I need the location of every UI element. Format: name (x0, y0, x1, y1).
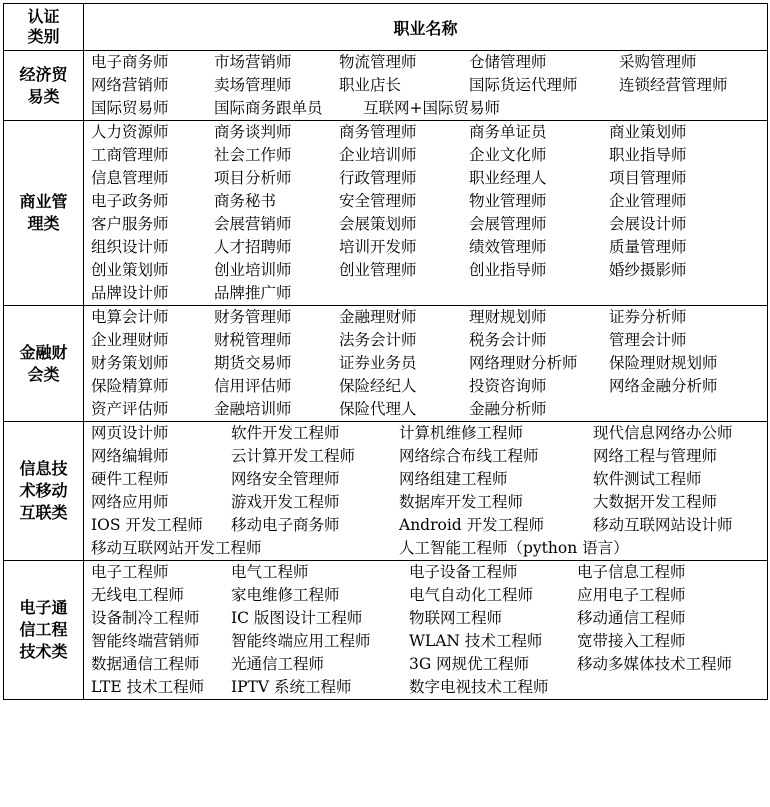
job-title: 数据通信工程师 (91, 655, 200, 673)
job-title: 网络营销师 (91, 76, 169, 94)
job-title: 软件测试工程师 (593, 470, 702, 488)
job-title: 证券业务员 (339, 354, 417, 372)
job-title: 国际货运代理师 (469, 76, 578, 94)
category-label-line: 会类 (27, 364, 60, 384)
job-row (84, 653, 767, 676)
job-title: 现代信息网络办公师 (593, 424, 733, 442)
job-title: 网络金融分析师 (609, 377, 718, 395)
job-title: 移动互联网站开发工程师 (91, 539, 262, 557)
job-title: 商业策划师 (609, 123, 687, 141)
job-title: 软件开发工程师 (231, 424, 340, 442)
job-title: 企业培训师 (339, 146, 417, 164)
job-title: 创业策划师 (91, 261, 169, 279)
job-row (84, 190, 767, 213)
job-title: 企业管理师 (609, 192, 687, 210)
job-row (84, 607, 767, 630)
category-label-line: 互联类 (19, 503, 68, 522)
category-label-line: 易类 (27, 86, 60, 106)
job-title: 3G 网规优工程师 (409, 655, 530, 673)
job-title: 电子信息工程师 (577, 563, 686, 581)
job-title: 保险理财规划师 (609, 354, 718, 372)
job-title: 电子工程师 (91, 563, 169, 581)
job-title: 婚纱摄影师 (609, 261, 687, 279)
job-title: 企业文化师 (469, 146, 547, 164)
job-title: 人工智能工程师（python 语言） (399, 539, 629, 557)
job-title: 仓储管理师 (469, 53, 547, 71)
job-list-cell (84, 121, 768, 306)
job-row (84, 259, 767, 282)
job-title: Android 开发工程师 (399, 516, 545, 534)
job-title: 电气工程师 (231, 563, 309, 581)
job-title: 创业指导师 (469, 261, 547, 279)
job-title: 国际贸易师 (91, 99, 169, 117)
job-title: 证券分析师 (609, 308, 687, 326)
section-row-business-management (4, 121, 768, 306)
job-row (84, 445, 767, 468)
job-title: 财税管理师 (214, 331, 292, 349)
category-label-line: 信工程 (19, 620, 68, 639)
job-title: 投资咨询师 (469, 377, 547, 395)
category-label-line: 金融财 (19, 342, 68, 362)
job-title: 企业理财师 (91, 331, 169, 349)
job-title: 卖场管理师 (214, 76, 292, 94)
job-title: 工商管理师 (91, 146, 169, 164)
job-title: 税务会计师 (469, 331, 547, 349)
job-title: 智能终端应用工程师 (231, 632, 371, 650)
category-label-line: 理类 (27, 214, 60, 233)
job-title: 网页设计师 (91, 424, 169, 442)
job-title: 项目管理师 (609, 169, 687, 187)
job-title: 人才招聘师 (214, 238, 292, 256)
job-title: 品牌设计师 (91, 284, 169, 302)
category-label-line: 商业管 (19, 192, 68, 211)
job-title: 社会工作师 (214, 146, 292, 164)
job-row (84, 329, 767, 352)
job-title: IC 版图设计工程师 (231, 609, 363, 627)
job-title: 安全管理师 (339, 192, 417, 210)
job-title: 网络应用师 (91, 493, 169, 511)
job-row (84, 97, 767, 120)
job-title: 行政管理师 (339, 169, 417, 187)
section-row-finance-accounting (4, 306, 768, 422)
job-row (84, 561, 767, 584)
job-row (84, 121, 767, 144)
job-title: 创业管理师 (339, 261, 417, 279)
job-title: 家电维修工程师 (231, 586, 340, 604)
job-title: 电气自动化工程师 (409, 586, 534, 604)
job-row (84, 491, 767, 514)
job-title: 商务单证员 (469, 123, 547, 141)
job-title: 期货交易师 (214, 354, 292, 372)
job-title: LTE 技术工程师 (91, 678, 205, 696)
job-title: 项目分析师 (214, 169, 292, 187)
job-row (84, 74, 767, 97)
job-title: 培训开发师 (339, 238, 417, 256)
job-title: 电算会计师 (91, 308, 169, 326)
job-title: 移动多媒体技术工程师 (577, 655, 733, 673)
category-label-line: 信息技 (19, 459, 68, 478)
job-title: 理财规划师 (469, 308, 547, 326)
job-list-cell (84, 422, 768, 561)
job-title: 云计算开发工程师 (231, 447, 356, 465)
job-title: 数据库开发工程师 (399, 493, 524, 511)
job-title: 绩效管理师 (469, 238, 547, 256)
job-title: 网络组建工程师 (399, 470, 508, 488)
job-title: 职业经理人 (469, 169, 547, 187)
job-row (84, 167, 767, 190)
job-title: 市场营销师 (214, 53, 292, 71)
job-title: IPTV 系统工程师 (231, 678, 352, 696)
job-title: 电子设备工程师 (409, 563, 518, 581)
job-title: 电子商务师 (91, 53, 169, 71)
job-title: 金融理财师 (339, 308, 417, 326)
job-row (84, 676, 767, 699)
job-title: 物联网工程师 (409, 609, 503, 627)
job-row (84, 306, 767, 329)
job-title: 电子政务师 (91, 192, 169, 210)
job-title: 会展策划师 (339, 215, 417, 233)
job-title: 连锁经营管理师 (619, 76, 728, 94)
job-row (84, 144, 767, 167)
job-title: 网络综合布线工程师 (399, 447, 539, 465)
job-title: 金融培训师 (214, 400, 292, 418)
job-title: 大数据开发工程师 (593, 493, 718, 511)
job-list-cell (84, 306, 768, 422)
job-row (84, 422, 767, 445)
category-cell (4, 561, 84, 700)
job-title: 职业指导师 (609, 146, 687, 164)
job-title: 互联网+国际贸易师 (363, 99, 500, 117)
job-title: IOS 开发工程师 (91, 516, 203, 534)
job-title: 移动电子商务师 (231, 516, 340, 534)
job-title: 信息管理师 (91, 169, 169, 187)
job-title: 财务管理师 (214, 308, 292, 326)
job-title: 管理会计师 (609, 331, 687, 349)
job-row (84, 398, 767, 421)
job-title: 采购管理师 (619, 53, 697, 71)
category-label-line: 经济贸 (19, 64, 68, 84)
job-title: 会展设计师 (609, 215, 687, 233)
job-title: 应用电子工程师 (577, 586, 686, 604)
job-row (84, 352, 767, 375)
job-title: 网络理财分析师 (469, 354, 578, 372)
job-list-cell (84, 51, 768, 121)
table-header-row (4, 4, 768, 51)
job-names-header: 职业名称 (84, 4, 768, 51)
category-header (4, 4, 84, 51)
job-title: 计算机维修工程师 (399, 424, 524, 442)
job-title: 质量管理师 (609, 238, 687, 256)
job-title: 财务策划师 (91, 354, 169, 372)
category-label-line: 技术类 (19, 642, 68, 661)
section-row-it-mobile-internet (4, 422, 768, 561)
certification-table (3, 3, 768, 700)
job-title: 国际商务跟单员 (214, 99, 323, 117)
category-header-line-1: 认证 (27, 7, 60, 26)
job-title: 会展管理师 (469, 215, 547, 233)
job-title: 网络安全管理师 (231, 470, 340, 488)
job-row (84, 236, 767, 259)
category-label-line: 电子通 (19, 598, 68, 617)
job-title: 宽带接入工程师 (577, 632, 686, 650)
job-title: 职业店长 (339, 76, 402, 94)
job-title: 保险代理人 (339, 400, 417, 418)
job-title: 客户服务师 (91, 215, 169, 233)
job-title: 设备制冷工程师 (91, 609, 200, 627)
job-title: 商务管理师 (339, 123, 417, 141)
job-title: 硬件工程师 (91, 470, 169, 488)
job-title: 会展营销师 (214, 215, 292, 233)
job-title: 商务谈判师 (214, 123, 292, 141)
category-cell (4, 422, 84, 561)
job-list-cell (84, 561, 768, 700)
job-title: 光通信工程师 (231, 655, 325, 673)
job-title: 金融分析师 (469, 400, 547, 418)
job-title: 商务秘书 (214, 192, 277, 210)
category-cell (4, 306, 84, 422)
job-title: 游戏开发工程师 (231, 493, 340, 511)
job-title: 网络编辑师 (91, 447, 169, 465)
section-row-economy-trade (4, 51, 768, 121)
job-title: 移动通信工程师 (577, 609, 686, 627)
job-title: 资产评估师 (91, 400, 169, 418)
job-row (84, 630, 767, 653)
job-title: 品牌推广师 (214, 284, 292, 302)
job-title: 保险精算师 (91, 377, 169, 395)
job-title: 网络工程与管理师 (593, 447, 718, 465)
job-title: 数字电视技术工程师 (409, 678, 549, 696)
job-title: 法务会计师 (339, 331, 417, 349)
category-cell (4, 51, 84, 121)
job-row (84, 51, 767, 74)
job-title: 物业管理师 (469, 192, 547, 210)
job-row (84, 282, 767, 305)
category-label-line: 术移动 (19, 481, 68, 500)
job-title: WLAN 技术工程师 (409, 632, 543, 650)
job-title: 创业培训师 (214, 261, 292, 279)
category-header-line-2: 类别 (27, 27, 60, 46)
job-title: 物流管理师 (339, 53, 417, 71)
job-row (84, 537, 767, 560)
job-row (84, 213, 767, 236)
job-title: 保险经纪人 (339, 377, 417, 395)
job-title: 智能终端营销师 (91, 632, 200, 650)
job-row (84, 514, 767, 537)
section-row-electronics-telecom (4, 561, 768, 700)
job-row (84, 468, 767, 491)
job-title: 人力资源师 (91, 123, 169, 141)
job-title: 信用评估师 (214, 377, 292, 395)
job-title: 无线电工程师 (91, 586, 185, 604)
job-row (84, 584, 767, 607)
job-title: 移动互联网站设计师 (593, 516, 733, 534)
category-cell (4, 121, 84, 306)
job-title: 组织设计师 (91, 238, 169, 256)
job-row (84, 375, 767, 398)
